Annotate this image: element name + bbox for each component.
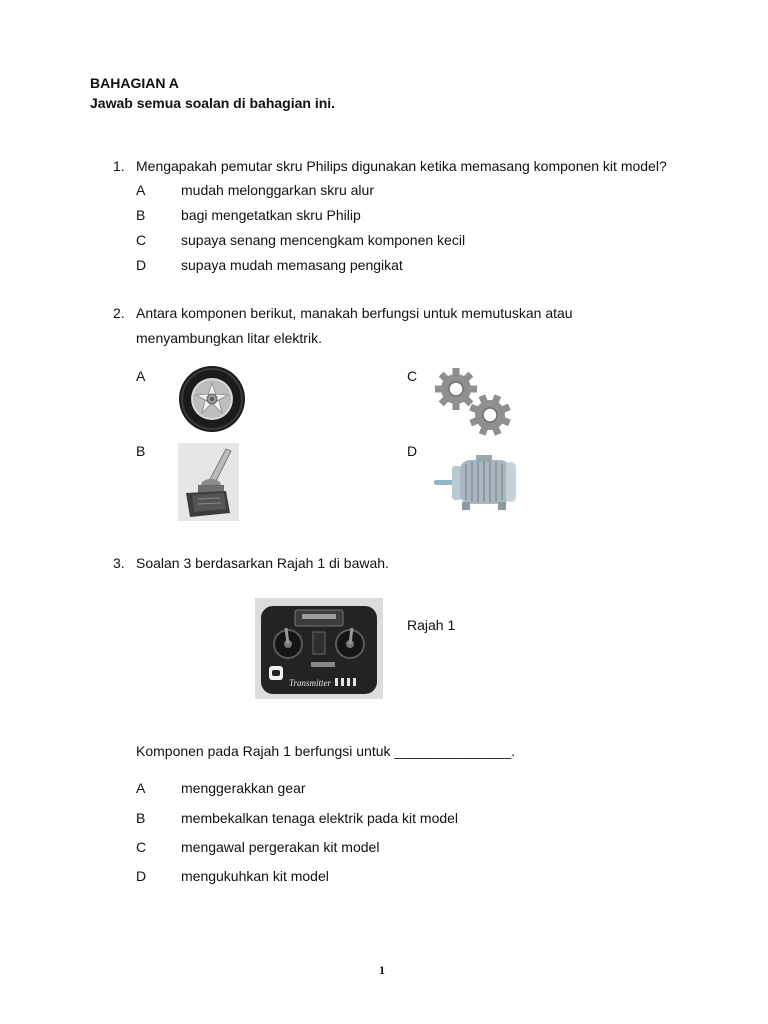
option-letter: C: [136, 839, 147, 855]
option-text: supaya senang mencengkam komponen kecil: [181, 232, 466, 248]
option-text: supaya mudah memasang pengikat: [181, 257, 403, 273]
option-letter: A: [136, 780, 146, 796]
option-text: membekalkan tenaga elektrik pada kit model: [181, 810, 459, 826]
option-letter: C: [407, 368, 418, 384]
option-letter: D: [407, 443, 418, 459]
question-number: 2.: [113, 305, 125, 321]
option-letter: B: [136, 207, 146, 223]
question-text-line2: menyambungkan litar elektrik.: [136, 330, 322, 346]
option-text: mengukuhkan kit model: [181, 868, 329, 884]
question-stem: Komponen pada Rajah 1 berfungsi untuk _______________.: [136, 743, 516, 759]
radio-transmitter-icon: [255, 598, 383, 699]
electric-motor-icon: [432, 452, 520, 512]
transmitter-brand-label: Transmitter: [289, 678, 332, 688]
question-text-line1: Antara komponen berikut, manakah berfungsi untuk memutuskan atau: [136, 305, 573, 321]
question-number: 1.: [113, 158, 125, 174]
option-letter: C: [136, 232, 147, 248]
section-title: BAHAGIAN A: [90, 75, 179, 91]
option-text: mengawal pergerakan kit model: [181, 839, 380, 855]
option-letter: D: [136, 868, 147, 884]
figure-label: Rajah 1: [407, 617, 456, 633]
option-text: bagi mengetatkan skru Philip: [181, 207, 361, 223]
question-text: Mengapakah pemutar skru Philips digunakan ketika memasang komponen kit model?: [136, 158, 667, 174]
toggle-switch-icon: [178, 443, 239, 521]
page-number: 1: [379, 963, 385, 977]
option-letter: B: [136, 443, 146, 459]
tyre-icon: [178, 365, 246, 433]
option-text: mudah melonggarkan skru alur: [181, 182, 374, 198]
option-letter: A: [136, 182, 146, 198]
section-instruction: Jawab semua soalan di bahagian ini.: [90, 95, 336, 111]
question-number: 3.: [113, 555, 125, 571]
option-letter: B: [136, 810, 146, 826]
gears-icon: [432, 365, 516, 441]
option-text: menggerakkan gear: [181, 780, 306, 796]
option-letter: A: [136, 368, 146, 384]
option-letter: D: [136, 257, 147, 273]
question-text: Soalan 3 berdasarkan Rajah 1 di bawah.: [136, 555, 389, 571]
